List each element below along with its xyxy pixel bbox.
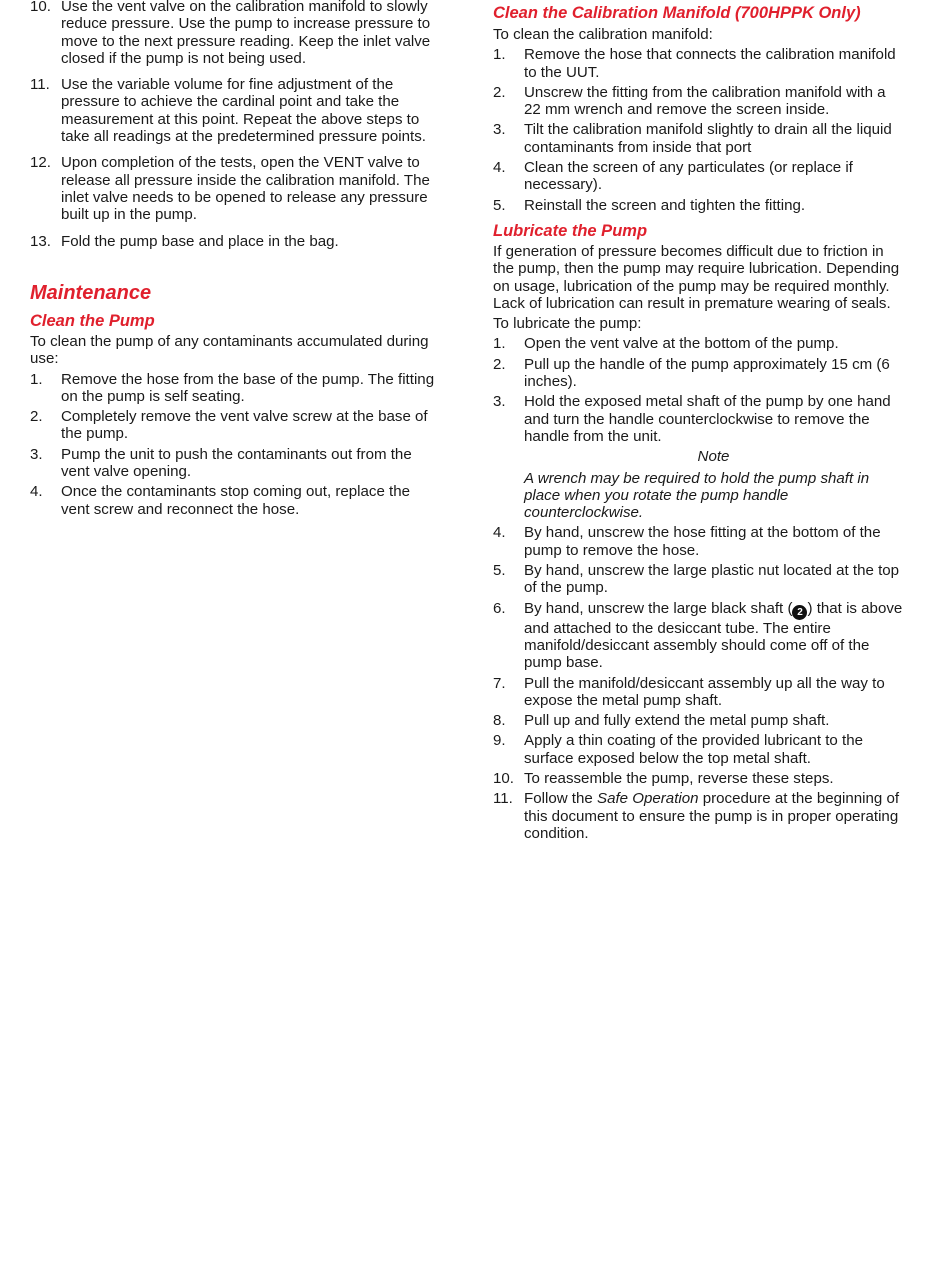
step-text: Hold the exposed metal shaft of the pump by one hand and turn the handle counterclockwise to remove the handle from the unit. — [524, 393, 891, 445]
list-item — [30, 154, 435, 223]
note-title: Note — [697, 448, 730, 466]
step-text: To reassemble the pump, reverse these steps. — [524, 770, 834, 788]
list-item — [493, 524, 903, 559]
step-number: 4. — [493, 159, 506, 177]
list-item — [30, 233, 435, 250]
step-text: Apply a thin coating of the provided lubricant to the surface exposed below the top metal shaft. — [524, 732, 863, 767]
list-item — [30, 0, 435, 67]
step-text: Fold the pump base and place in the bag. — [61, 232, 339, 250]
step-number: 11. — [493, 790, 513, 808]
step-number: 8. — [493, 712, 506, 730]
step-number: 13. — [30, 232, 51, 250]
list-item — [493, 790, 903, 842]
step-text: Pull the manifold/desiccant assembly up all the way to expose the metal pump shaft. — [524, 674, 885, 709]
step-text: Upon completion of the tests, open the VENT valve to release all pressure inside the calibration manifold. The inlet valve needs to be opened to release any pressure built up in the pump. — [61, 154, 430, 224]
list-item — [493, 197, 903, 214]
step-text: Clean the screen of any particulates (or replace if necessary). — [524, 159, 853, 194]
step-text: Once the contaminants stop coming out, replace the vent screw and reconnect the hose. — [61, 483, 411, 518]
safe-operation-reference: Safe Operation — [597, 790, 699, 808]
step-number: 3. — [30, 445, 43, 463]
list-item — [493, 732, 903, 767]
step-text: Use the variable volume for fine adjustment of the pressure to achieve the cardinal point and take the measurement at this point. Repeat the above steps to take all readings at the predetermined pressure points. — [61, 76, 426, 146]
list-item — [493, 46, 903, 81]
step-text: By hand, unscrew the large plastic nut located at the top of the pump. — [524, 562, 900, 597]
step-number: 10. — [493, 770, 514, 788]
step-text: Tilt the calibration manifold slightly to drain all the liquid contaminants from inside that port — [524, 121, 892, 156]
step-number: 1. — [30, 370, 43, 388]
list-item — [493, 712, 903, 729]
step-text: Use the vent valve on the calibration manifold to slowly reduce pressure. Use the pump to increase pressure to move to the next pressure reading. Keep the inlet valve closed if the pump is not being used. — [61, 0, 431, 67]
step-text: Remove the hose from the base of the pump. The fitting on the pump is self seating. — [61, 370, 435, 405]
step-number: 5. — [493, 562, 506, 580]
maintenance-heading: Maintenance — [30, 282, 152, 304]
step-text: Pump the unit to push the contaminants out from the vent valve opening. — [61, 445, 412, 481]
lubricate-intro: To lubricate the pump: — [493, 315, 642, 333]
lubricate-heading: Lubricate the Pump — [493, 222, 648, 240]
list-item — [493, 600, 903, 672]
list-item — [30, 408, 435, 443]
step-number: 1. — [493, 46, 506, 64]
step-number: 5. — [493, 196, 506, 214]
step-number: 6. — [493, 599, 506, 617]
step-text: Completely remove the vent valve screw at the base of the pump. — [61, 408, 428, 443]
step-number: 2. — [30, 408, 43, 426]
step-number: 2. — [493, 355, 506, 373]
step-text: Remove the hose that connects the calibration manifold to the UUT. — [524, 46, 896, 81]
lubricate-paragraph: If generation of pressure becomes difficult due to friction in the pump, then the pump may require lubrication. Depending on usage, lubrication of the pump may be required monthly. Lack of lubrication can result in premature wearing of seals. — [493, 243, 900, 312]
step-text: Reinstall the screen and tighten the fitting. — [524, 196, 806, 214]
step-number: 7. — [493, 674, 506, 692]
callout-number-icon: 2 — [792, 605, 807, 620]
step-text-after: procedure at the beginning of this document to ensure the pump is in proper operating condition. — [524, 790, 900, 842]
list-item — [493, 393, 903, 445]
list-item — [493, 159, 903, 194]
list-item — [493, 335, 903, 352]
step-text: Pull up and fully extend the metal pump shaft. — [524, 712, 830, 730]
clean-pump-intro: To clean the pump of any contaminants accumulated during use: — [30, 333, 429, 368]
list-item — [493, 356, 903, 391]
list-item — [493, 770, 903, 787]
step-text: Unscrew the fitting from the calibration manifold with a 22 mm wrench and remove the screen inside. — [524, 83, 886, 119]
step-number: 12. — [30, 154, 51, 172]
list-item — [30, 371, 435, 406]
step-number: 1. — [493, 335, 506, 353]
step-number: 3. — [493, 393, 506, 411]
step-text: By hand, unscrew the hose fitting at the bottom of the pump to remove the hose. — [524, 524, 881, 559]
step-number: 9. — [493, 732, 506, 750]
clean-pump-heading: Clean the Pump — [30, 312, 155, 330]
list-item — [30, 446, 435, 481]
step-text: Open the vent valve at the bottom of the pump. — [524, 335, 839, 353]
step-text-after: ) that is above and attached to the desiccant tube. The entire manifold/desiccant assembly should come off of the pump base. — [524, 599, 903, 672]
step-number: 4. — [30, 483, 43, 501]
step-number: 2. — [493, 83, 506, 101]
step-number: 11. — [30, 76, 50, 94]
manifold-heading: Clean the Calibration Manifold (700HPPK Only) — [493, 4, 861, 22]
step-number: 4. — [493, 524, 506, 542]
step-text: Pull up the handle of the pump approximately 15 cm (6 inches). — [524, 355, 890, 391]
list-item — [493, 121, 903, 156]
list-item — [493, 562, 903, 597]
manifold-intro: To clean the calibration manifold: — [493, 26, 713, 43]
note-text: A wrench may be required to hold the pump shaft in place when you rotate the pump handle counterclockwise. — [524, 469, 870, 522]
list-item — [493, 84, 903, 119]
list-item — [30, 76, 435, 145]
step-text-before: By hand, unscrew the large black shaft ( — [524, 599, 793, 617]
step-text-before: Follow the — [524, 790, 597, 808]
step-number: 3. — [493, 121, 506, 139]
step-number: 10. — [30, 0, 51, 15]
list-item — [30, 483, 435, 518]
list-item — [493, 675, 903, 710]
